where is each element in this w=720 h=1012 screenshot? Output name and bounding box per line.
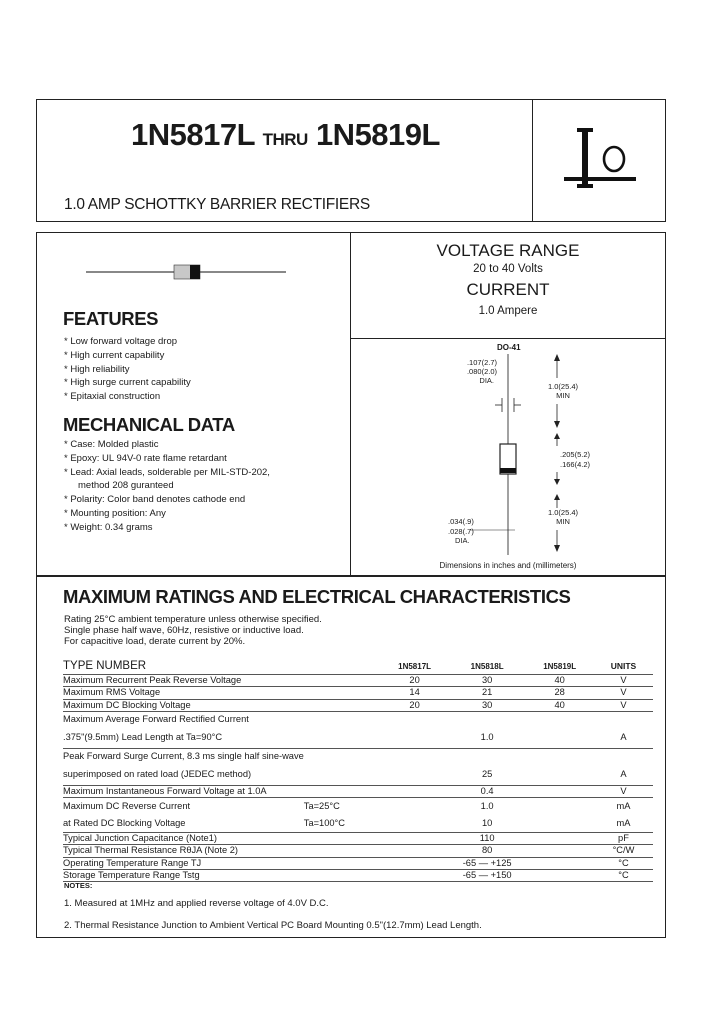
col-1n5819l: 1N5819L	[525, 659, 594, 675]
table-row	[63, 785, 653, 797]
list-item: * Lead: Axial leads, solderable per MIL-STD-202,	[64, 466, 270, 478]
table-cell: -65 — +125	[449, 857, 526, 869]
table-cell: Maximum DC Blocking Voltage	[63, 699, 304, 711]
table-cell: 30	[449, 675, 526, 687]
table-cell	[304, 870, 381, 882]
table-cell: Typical Junction Capacitance (Note1)	[63, 833, 304, 845]
table-row	[63, 845, 653, 857]
diode-icon	[86, 262, 286, 282]
list-item: method 208 guranteed	[78, 480, 174, 492]
table-cell: 14	[380, 687, 449, 699]
current-value: 1.0 Ampere	[478, 305, 538, 317]
table-cell: Maximum DC Reverse Current	[63, 800, 191, 811]
mechanical-heading: MECHANICAL DATA	[63, 414, 235, 435]
table-cell: Ta=100°C	[304, 814, 381, 833]
table-cell	[525, 785, 594, 797]
page-subtitle: 1.0 AMP SCHOTTKY BARRIER RECTIFIERS	[64, 196, 370, 213]
table-cell	[380, 748, 449, 765]
table-cell	[594, 711, 653, 728]
features-list	[64, 335, 191, 404]
table-cell	[449, 711, 526, 728]
current-label: CURRENT	[466, 280, 550, 299]
package-name: DO-41	[497, 343, 521, 352]
table-cell: Typical Thermal Resistance RθJA (Note 2)	[63, 845, 304, 857]
table-cell: Maximum Recurrent Peak Reverse Voltage	[63, 675, 304, 687]
table-cell	[304, 687, 381, 699]
table-row	[63, 814, 653, 833]
table-row	[63, 798, 653, 815]
table-cell	[304, 765, 381, 786]
table-cell	[304, 675, 381, 687]
table-row	[63, 711, 653, 728]
table-cell: V	[594, 675, 653, 687]
table-cell: 10	[449, 814, 526, 833]
table-cell	[380, 785, 449, 797]
notes-heading: NOTES:	[64, 881, 93, 890]
wire-dia-dims: .034(.9) .028(.7) DIA.	[448, 517, 474, 545]
table-cell: -65 — +150	[449, 870, 526, 882]
table-cell: 110	[449, 833, 526, 845]
table-cell: Maximum Average Forward Rectified Current	[63, 714, 249, 725]
table-cell: 30	[449, 699, 526, 711]
table-cell	[525, 857, 594, 869]
table-cell	[380, 833, 449, 845]
rating-conditions: Rating 25°C ambient temperature unless otherwise specified. Single phase half wave, 60Hz, resistive or inductive load. For capacitive load, derate current by 20%.	[64, 614, 322, 647]
list-item: * Case: Molded plastic	[64, 439, 159, 450]
table-cell: pF	[594, 833, 653, 845]
table-cell	[380, 845, 449, 857]
body-length-dims: .205(5.2) .166(4.2)	[560, 450, 591, 469]
table-cell: °C/W	[594, 845, 653, 857]
table-cell	[304, 857, 381, 869]
table-cell: 1.0	[449, 728, 526, 749]
ratings-summary	[350, 240, 666, 318]
dimensions-caption: Dimensions in inches and (millimeters)	[439, 561, 577, 570]
features-heading: FEATURES	[63, 308, 159, 329]
table-cell	[304, 728, 381, 749]
table-cell: 1.0	[480, 800, 494, 811]
table-row	[63, 748, 653, 765]
table-cell: 80	[449, 845, 526, 857]
header-divider	[532, 99, 533, 222]
list-item: * Low forward voltage drop	[64, 336, 178, 347]
list-item: * High current capability	[64, 349, 165, 361]
table-cell: at Rated DC Blocking Voltage	[63, 814, 304, 833]
col-1n5818l: 1N5818L	[449, 659, 526, 675]
list-item: * High reliability	[64, 363, 130, 375]
table-cell: A	[594, 728, 653, 749]
table-cell: 21	[449, 687, 526, 699]
table-cell: Ta=25°C	[303, 800, 340, 811]
list-item: * High surge current capability	[64, 377, 191, 389]
table-cell: .375"(9.5mm) Lead Length at Ta=90°C	[63, 728, 304, 749]
table-row	[63, 833, 653, 845]
table-cell	[304, 748, 381, 765]
mechanical-list	[64, 438, 270, 535]
table-row	[63, 699, 653, 711]
table-cell	[380, 728, 449, 749]
table-cell	[380, 857, 449, 869]
table-cell	[304, 699, 381, 711]
note-2: 2. Thermal Resistance Junction to Ambient Vertical PC Board Mounting 0.5"(12.7mm) Lead Length.	[64, 920, 482, 931]
table-cell	[525, 728, 594, 749]
table-cell: 20	[380, 675, 449, 687]
voltage-range-label: VOLTAGE RANGE	[436, 241, 580, 260]
table-cell	[380, 711, 449, 728]
table-cell	[449, 748, 526, 765]
max-ratings-heading: MAXIMUM RATINGS AND ELECTRICAL CHARACTERISTICS	[63, 586, 571, 607]
spec-table-wrap	[63, 659, 653, 882]
col-units: UNITS	[594, 659, 653, 675]
table-cell	[304, 659, 381, 675]
table-cell: V	[594, 699, 653, 711]
part-from: 1N5817L	[131, 117, 255, 152]
table-cell	[304, 711, 381, 728]
table-cell: 28	[525, 687, 594, 699]
table-cell	[304, 785, 381, 797]
table-cell	[594, 748, 653, 765]
spec-table	[63, 659, 653, 882]
table-cell	[525, 814, 594, 833]
table-cell: 40	[525, 675, 594, 687]
list-item: * Epoxy: UL 94V-0 rate flame retardant	[64, 452, 227, 464]
table-cell	[304, 833, 381, 845]
col-1n5817l: 1N5817L	[380, 659, 449, 675]
table-cell: V	[594, 785, 653, 797]
note-1: 1. Measured at 1MHz and applied reverse voltage of 4.0V D.C.	[64, 898, 329, 909]
lead-length-bottom: 1.0(25.4) MIN	[547, 508, 579, 526]
list-item: * Weight: 0.34 grams	[64, 521, 153, 533]
table-cell	[380, 870, 449, 882]
col-type-number: TYPE NUMBER	[63, 659, 304, 675]
table-cell	[380, 798, 449, 815]
table-cell: 0.4	[449, 785, 526, 797]
thru-label: THRU	[262, 130, 308, 149]
part-number-title	[131, 117, 440, 153]
table-cell: mA	[616, 800, 631, 811]
table-cell: °C	[594, 857, 653, 869]
table-cell	[380, 765, 449, 786]
spec-rows	[63, 675, 653, 882]
table-cell	[304, 845, 381, 857]
table-cell: 40	[525, 699, 594, 711]
table-cell: Operating Temperature Range TJ	[63, 857, 304, 869]
table-row	[63, 765, 653, 786]
table-cell: Storage Temperature Range Tstg	[63, 870, 304, 882]
table-cell	[525, 845, 594, 857]
table-cell: Maximum RMS Voltage	[63, 687, 304, 699]
lead-dia-dims: .107(2.7) .080(2.0) DIA.	[466, 358, 497, 385]
table-cell	[525, 833, 594, 845]
table-row	[63, 675, 653, 687]
table-cell	[525, 748, 594, 765]
table-cell: A	[594, 765, 653, 786]
table-cell: V	[594, 687, 653, 699]
list-item: * Epitaxial construction	[64, 391, 161, 403]
table-cell: Maximum Instantaneous Forward Voltage at 1.0A	[63, 785, 304, 797]
lead-length-top: 1.0(25.4) MIN	[547, 382, 579, 400]
brand-logo	[560, 122, 640, 202]
table-row	[63, 857, 653, 869]
table-cell: Peak Forward Surge Current, 8.3 ms single half sine-wave	[63, 751, 304, 762]
table-cell: superimposed on rated load (JEDEC method)	[63, 765, 304, 786]
part-to: 1N5819L	[315, 117, 440, 152]
summary-divider	[350, 338, 666, 339]
table-cell	[380, 814, 449, 833]
table-cell	[525, 798, 594, 815]
table-cell	[525, 870, 594, 882]
list-item: * Polarity: Color band denotes cathode end	[64, 494, 246, 506]
table-cell: mA	[594, 814, 653, 833]
table-row	[63, 870, 653, 882]
table-row	[63, 728, 653, 749]
table-cell: 25	[449, 765, 526, 786]
voltage-range-value: 20 to 40 Volts	[473, 263, 543, 275]
table-cell: °C	[594, 870, 653, 882]
list-item: * Mounting position: Any	[64, 507, 166, 519]
table-cell	[525, 765, 594, 786]
table-cell: 20	[380, 699, 449, 711]
table-cell	[525, 711, 594, 728]
table-row	[63, 687, 653, 699]
table-header-row	[63, 659, 653, 675]
